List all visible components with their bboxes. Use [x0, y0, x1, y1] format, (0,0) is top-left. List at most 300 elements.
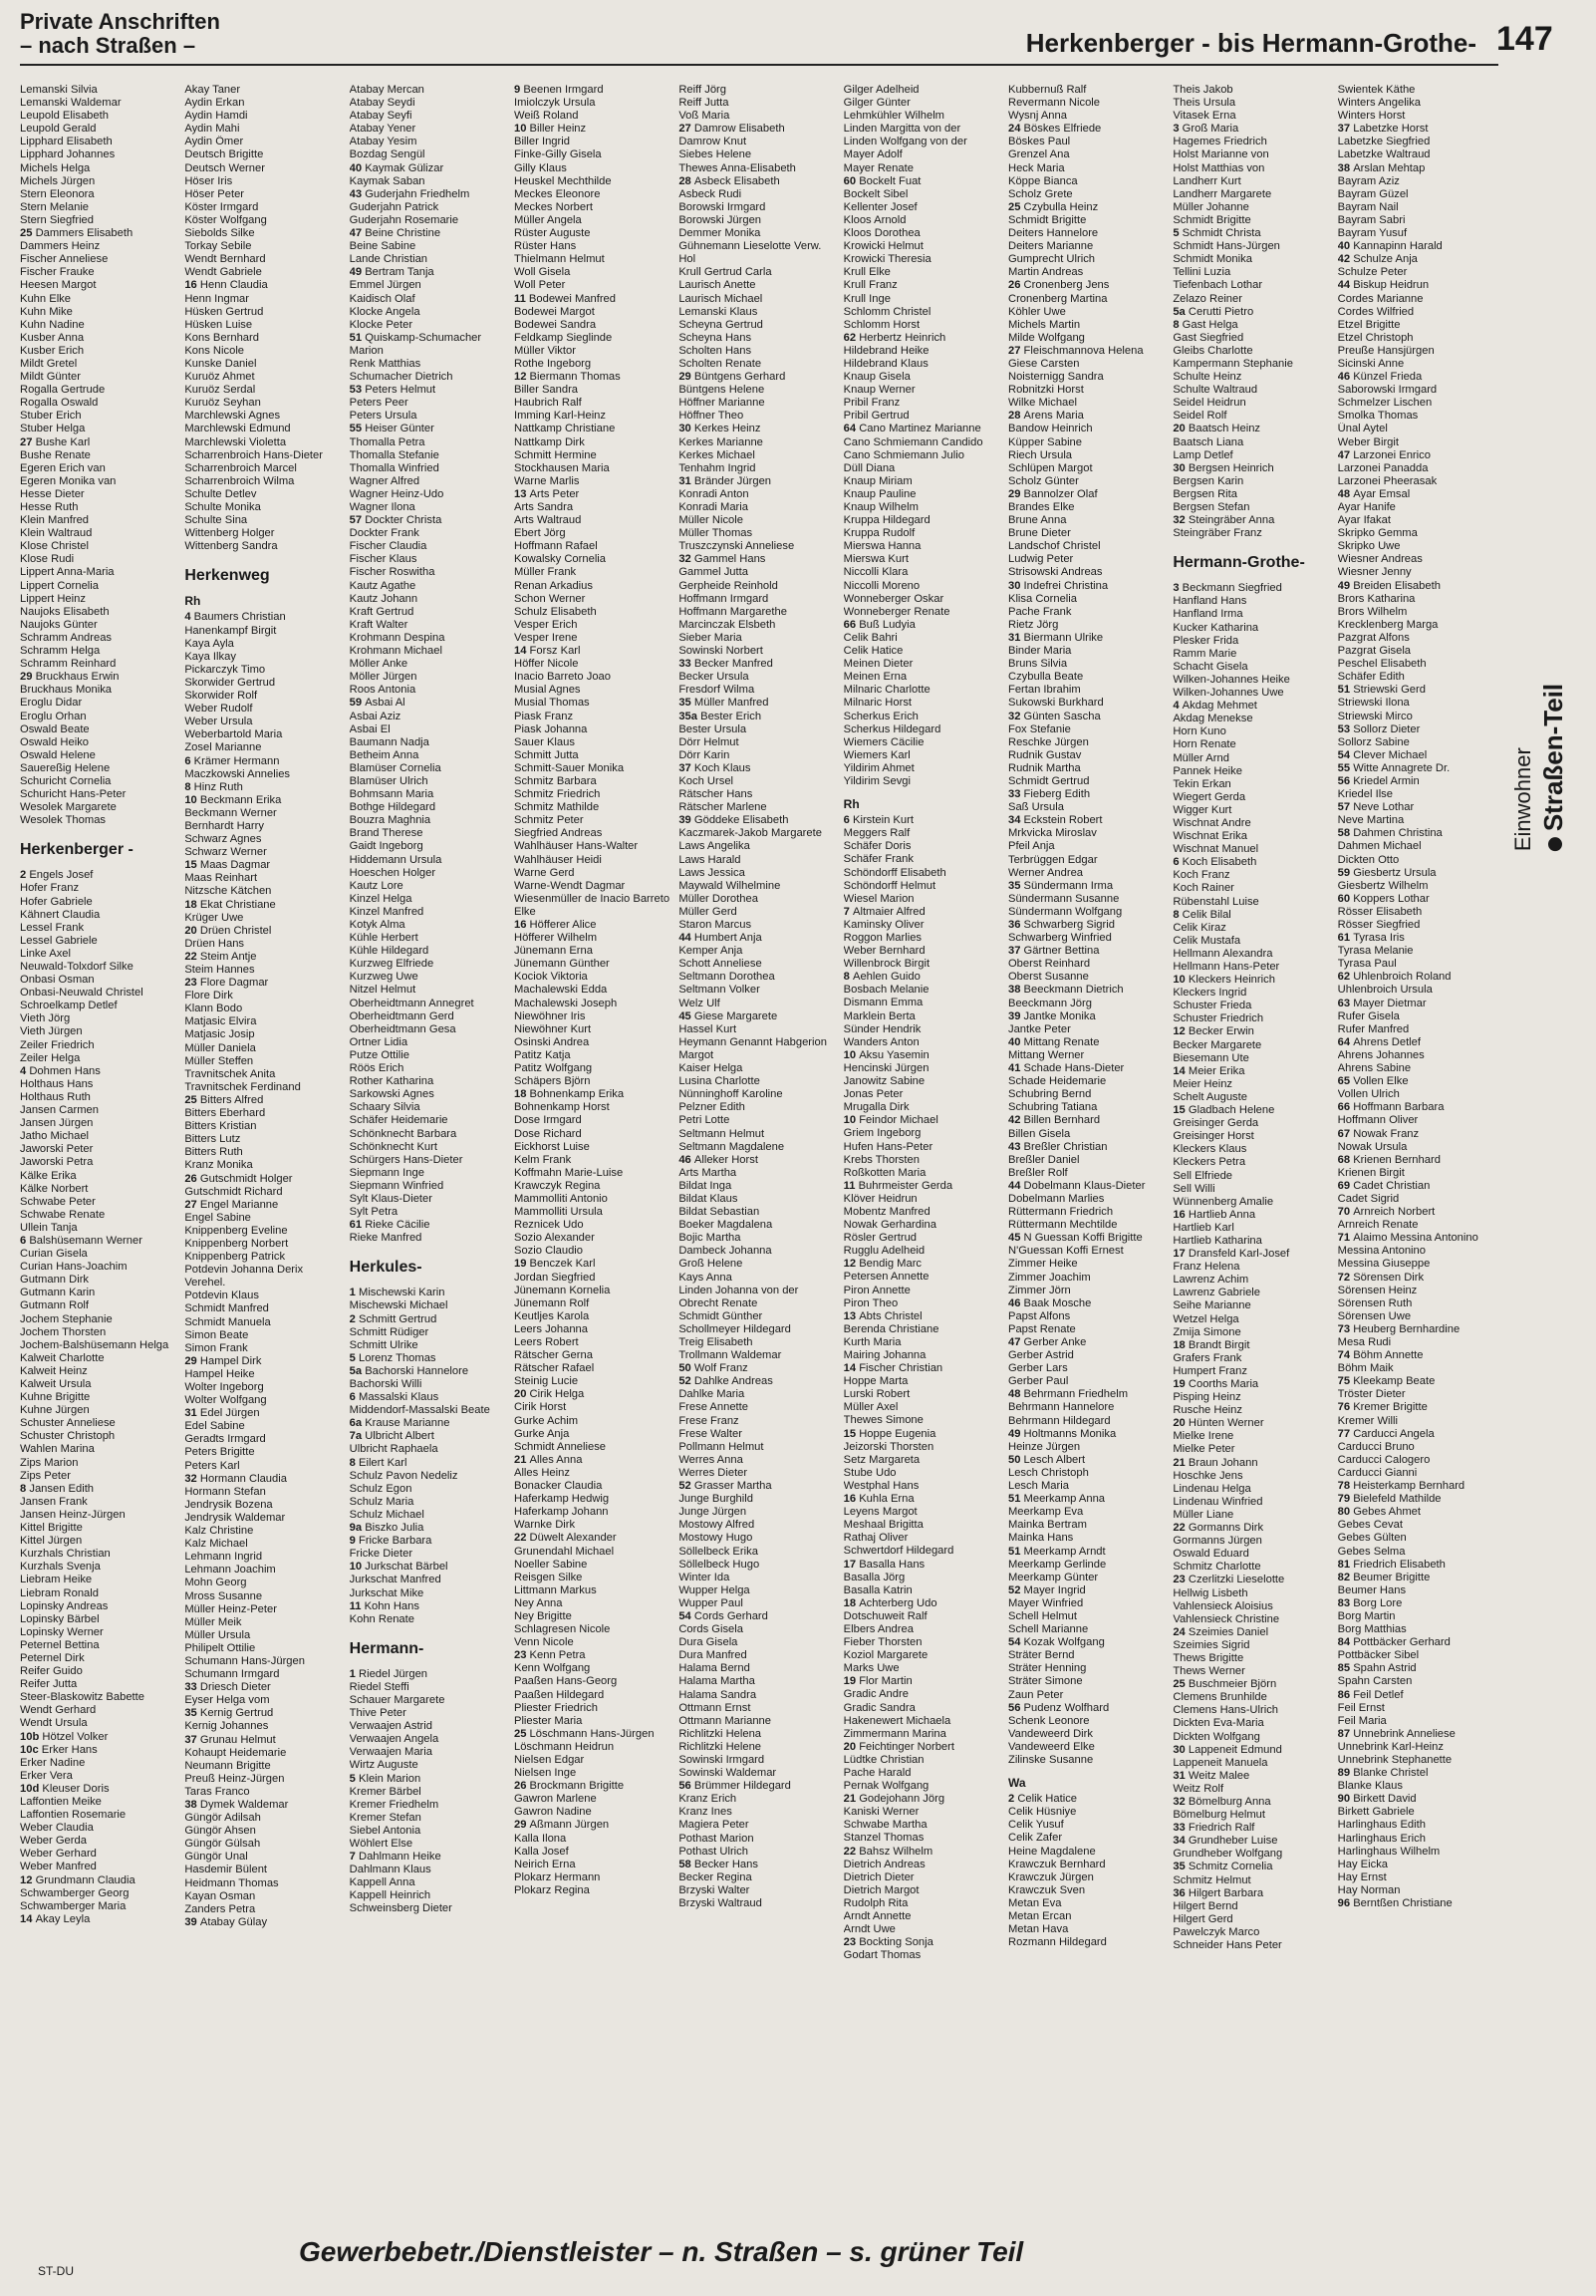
- resident-entry: [1338, 971, 1494, 984]
- resident-name: Wilken-Johannes Uwe: [1173, 687, 1284, 700]
- resident-entry: [844, 1088, 1000, 1101]
- directory-column-2: [184, 84, 341, 2226]
- resident-entry: [1338, 1375, 1494, 1388]
- resident-name: Hüsken Gertrud: [184, 305, 264, 318]
- resident-name: Erker Vera: [20, 1769, 73, 1782]
- resident-name: Lehmann Joachim: [184, 1564, 276, 1577]
- resident-name: Siebel Antonia: [349, 1824, 421, 1837]
- resident-name: Nowak Gerhardina: [843, 1219, 936, 1232]
- resident-name: Welz Ulf: [678, 997, 720, 1009]
- house-number: 20: [1173, 1417, 1189, 1430]
- resident-name: Kayan Osman: [184, 1889, 256, 1902]
- resident-entry: [844, 253, 1000, 266]
- resident-name: Forsz Karl: [529, 645, 581, 658]
- house-number: 32: [678, 553, 694, 566]
- resident-name: Fox Stefanie: [1007, 722, 1071, 735]
- resident-name: Stuber Helga: [20, 423, 86, 435]
- resident-entry: [844, 984, 1000, 997]
- resident-entry: [844, 1545, 1000, 1558]
- house-number: 66: [843, 618, 860, 631]
- resident-name: Woll Peter: [513, 279, 566, 292]
- resident-name: Kleekamp Beate: [1353, 1375, 1436, 1388]
- resident-name: Kittel Brigitte: [20, 1522, 83, 1535]
- resident-name: Herbertz Heinrich: [859, 331, 946, 344]
- house-number: 49: [1007, 1427, 1024, 1440]
- resident-name: Knippenberg Patrick: [184, 1251, 286, 1264]
- resident-entry: [1173, 1470, 1329, 1483]
- resident-name: Gebes Gülten: [1337, 1532, 1407, 1545]
- resident-entry: [1008, 1336, 1165, 1349]
- resident-name: Magiera Peter: [678, 1819, 749, 1832]
- resident-name: Seidel Rolf: [1173, 410, 1227, 423]
- resident-entry: [678, 1141, 835, 1154]
- resident-entry: [678, 1780, 835, 1793]
- resident-name: Gilly Klaus: [513, 161, 567, 174]
- directory-column-4: [514, 84, 670, 2226]
- resident-name: Pelzner Edith: [678, 1101, 745, 1114]
- resident-name: Zimmer Heike: [1007, 1258, 1078, 1271]
- resident-name: Dörr Helmut: [678, 735, 739, 748]
- resident-entry: [844, 1154, 1000, 1167]
- resident-entry: [514, 1662, 670, 1675]
- house-number: 37: [184, 1733, 200, 1746]
- resident-entry: [514, 1310, 670, 1323]
- resident-name: Billen Gisela: [1007, 1127, 1071, 1140]
- resident-name: Thomalla Petra: [349, 435, 425, 448]
- resident-entry: [20, 227, 176, 240]
- resident-name: Krecklenberg Marga: [1337, 618, 1439, 631]
- resident-name: Behrmann Hannelore: [1007, 1401, 1115, 1414]
- resident-name: Bitters Kristian: [184, 1120, 257, 1133]
- resident-name: Frese Franz: [678, 1414, 739, 1427]
- resident-entry: [350, 1876, 506, 1889]
- resident-name: Schmitt Rüdiger: [349, 1325, 429, 1338]
- resident-name: Zelazo Reiner: [1173, 292, 1242, 305]
- resident-name: Scharrenbroich Wilma: [184, 474, 295, 487]
- resident-name: Löschmann Hans-Jürgen: [529, 1727, 655, 1740]
- resident-entry: [678, 645, 835, 658]
- resident-entry: [514, 1272, 670, 1285]
- resident-entry: [844, 136, 1000, 148]
- resident-name: Schroelkamp Detlef: [20, 1000, 118, 1012]
- resident-entry: [1338, 580, 1494, 593]
- resident-entry: [1173, 306, 1329, 319]
- resident-entry: [1008, 1897, 1165, 1910]
- resident-entry: [1008, 345, 1165, 358]
- resident-name: Lessel Frank: [20, 921, 85, 934]
- resident-name: Brune Dieter: [1007, 527, 1071, 540]
- resident-entry: [20, 110, 176, 123]
- resident-name: Röös Erich: [349, 1062, 404, 1075]
- resident-name: Hartlieb Karl: [1173, 1221, 1234, 1234]
- resident-entry: [1173, 240, 1329, 253]
- resident-name: Richlitzki Helena: [678, 1727, 762, 1740]
- resident-name: Lüdtke Christian: [843, 1753, 925, 1766]
- resident-entry: [844, 593, 1000, 606]
- resident-entry: [1338, 1584, 1494, 1597]
- resident-entry: [20, 1522, 176, 1535]
- resident-entry: [184, 1081, 341, 1094]
- house-number: 16: [513, 919, 530, 931]
- resident-entry: [184, 820, 341, 833]
- resident-entry: [184, 436, 341, 449]
- resident-name: Hiddemann Ursula: [349, 853, 442, 866]
- resident-name: Kohaupt Heidemarie: [184, 1746, 287, 1759]
- resident-name: Wendt Gabriele: [184, 266, 262, 279]
- directory-column-8: [1173, 84, 1329, 2226]
- resident-name: Schneider Hans Peter: [1173, 1939, 1282, 1952]
- resident-name: Thielmann Helmut: [513, 253, 605, 266]
- resident-entry: [844, 736, 1000, 749]
- house-number: 3: [1173, 123, 1183, 136]
- house-number: 12: [843, 1258, 860, 1271]
- resident-entry: [514, 1559, 670, 1572]
- house-number: 35: [184, 1707, 200, 1720]
- resident-name: Biller Heinz: [529, 123, 587, 136]
- resident-name: Wahlhäuser Hans-Walter: [513, 840, 639, 853]
- resident-entry: [1338, 253, 1494, 266]
- resident-name: Fricke Barbara: [359, 1535, 432, 1548]
- resident-entry: [350, 410, 506, 423]
- resident-name: Hoffmann Irmgard: [678, 592, 769, 605]
- resident-entry: [1173, 909, 1329, 922]
- resident-entry: [1008, 749, 1165, 762]
- resident-name: Schmitt Ulrike: [349, 1338, 418, 1351]
- resident-name: Kons Nicole: [184, 344, 245, 357]
- resident-name: Wendt Bernhard: [184, 253, 266, 266]
- resident-entry: [514, 175, 670, 188]
- resident-name: Zips Marion: [20, 1456, 79, 1469]
- resident-entry: [20, 384, 176, 397]
- resident-entry: [678, 1336, 835, 1349]
- resident-entry: [514, 1884, 670, 1897]
- resident-entry: [678, 1245, 835, 1258]
- resident-entry: [844, 475, 1000, 488]
- resident-name: Tröster Dieter: [1337, 1388, 1406, 1401]
- resident-entry: [514, 671, 670, 684]
- house-number: 46: [1337, 371, 1354, 384]
- resident-entry: [350, 1075, 506, 1088]
- resident-name: Vesper Irene: [513, 631, 578, 644]
- resident-name: Fischer Frauke: [20, 266, 95, 279]
- resident-name: Cano Schmiemann Candido: [843, 435, 983, 448]
- resident-name: Gawron Nadine: [513, 1806, 592, 1819]
- resident-entry: [844, 1414, 1000, 1427]
- resident-name: Rätscher Hans: [678, 788, 753, 801]
- resident-entry: [678, 1467, 835, 1480]
- house-number: 64: [1337, 1035, 1354, 1048]
- resident-name: Krebs Thorsten: [843, 1153, 920, 1166]
- resident-entry: [1008, 514, 1165, 527]
- house-number: 80: [1337, 1506, 1354, 1519]
- resident-entry: [678, 566, 835, 579]
- resident-name: Bushe Renate: [20, 448, 91, 461]
- resident-name: Blanke Christel: [1353, 1767, 1429, 1780]
- resident-entry: [514, 814, 670, 827]
- resident-name: Mrkvicka Miroslav: [1007, 827, 1097, 840]
- resident-entry: [184, 371, 341, 384]
- resident-name: Machalewski Joseph: [513, 997, 618, 1009]
- resident-entry: [514, 1741, 670, 1754]
- resident-name: Dammers Elisabeth: [35, 227, 133, 240]
- resident-entry: [678, 1088, 835, 1101]
- resident-name: Gurke Achim: [513, 1414, 579, 1427]
- resident-name: Klöver Heidrun: [843, 1192, 918, 1205]
- resident-entry: [184, 1916, 341, 1929]
- resident-entry: [1173, 700, 1329, 713]
- resident-name: Theis Ursula: [1173, 97, 1236, 110]
- resident-name: Rieke Cäcilie: [365, 1219, 430, 1232]
- resident-name: Rogalla Gertrude: [20, 384, 106, 397]
- resident-entry: [350, 462, 506, 475]
- resident-name: Quiskamp-Schumacher Marion: [349, 331, 482, 357]
- resident-name: Etzel Brigitte: [1337, 318, 1401, 331]
- resident-entry: [678, 188, 835, 201]
- resident-entry: [678, 619, 835, 632]
- resident-name: Ebert Jörg: [513, 527, 566, 540]
- resident-entry: [678, 1806, 835, 1819]
- resident-entry: [350, 214, 506, 227]
- resident-name: Geradts Irmgard: [184, 1433, 266, 1446]
- resident-entry: [514, 123, 670, 136]
- resident-name: Hassel Kurt: [678, 1022, 737, 1035]
- resident-name: Vahlensieck Christine: [1173, 1612, 1280, 1625]
- resident-name: Engel Sabine: [184, 1211, 251, 1224]
- house-number: 13: [843, 1309, 860, 1322]
- resident-name: Schöndorff Helmut: [843, 879, 936, 892]
- resident-name: Kuruöz Seyhan: [184, 397, 261, 410]
- resident-name: Weiß Roland: [513, 110, 579, 123]
- resident-entry: [1173, 661, 1329, 674]
- resident-name: Gilger Adelheid: [843, 84, 920, 96]
- resident-entry: [184, 1368, 341, 1381]
- resident-entry: [1008, 1675, 1165, 1688]
- resident-entry: [678, 932, 835, 945]
- resident-entry: [1338, 462, 1494, 475]
- resident-name: Mildt Günter: [20, 371, 81, 384]
- house-number: 51: [1007, 1545, 1024, 1558]
- resident-name: Hufen Hans-Peter: [843, 1140, 933, 1153]
- resident-name: Bitters Alfred: [199, 1093, 264, 1106]
- resident-entry: [514, 958, 670, 971]
- resident-entry: [844, 853, 1000, 866]
- resident-entry: [678, 449, 835, 462]
- house-number: 4: [184, 611, 194, 624]
- house-number: 44: [1007, 1179, 1024, 1192]
- resident-name: Tyrasa Melanie: [1337, 945, 1414, 958]
- resident-entry: [20, 97, 176, 110]
- resident-name: Mayer Adolf: [843, 148, 903, 161]
- resident-name: Klocke Angela: [349, 305, 420, 318]
- resident-entry: [1008, 1428, 1165, 1441]
- resident-entry: [350, 1600, 506, 1613]
- resident-name: Knaup Pauline: [843, 487, 917, 500]
- resident-name: Pudenz Wolfhard: [1023, 1701, 1110, 1714]
- resident-name: Verwaajen Angela: [349, 1733, 439, 1746]
- house-number: 38: [184, 1799, 200, 1811]
- resident-name: Grunendahl Michael: [513, 1545, 615, 1558]
- resident-name: Kuhne Jürgen: [20, 1404, 90, 1417]
- resident-name: Wolter Wolfgang: [184, 1394, 267, 1407]
- resident-entry: [20, 1783, 176, 1796]
- resident-entry: [844, 1362, 1000, 1375]
- resident-entry: [678, 1036, 835, 1062]
- resident-entry: [844, 514, 1000, 527]
- resident-name: Edel Sabine: [184, 1420, 245, 1433]
- resident-entry: [350, 527, 506, 540]
- resident-name: Schollmeyer Hildegard: [678, 1322, 791, 1335]
- resident-entry: [678, 1767, 835, 1780]
- resident-name: Hanfland Irma: [1173, 608, 1243, 621]
- resident-name: Müller Steffen: [184, 1054, 254, 1067]
- resident-entry: [1338, 423, 1494, 435]
- resident-entry: [678, 749, 835, 762]
- resident-name: Brzyski Waltraud: [678, 1897, 762, 1910]
- resident-entry: [1338, 266, 1494, 279]
- resident-entry: [1173, 922, 1329, 935]
- resident-entry: [20, 762, 176, 775]
- resident-entry: [1338, 906, 1494, 919]
- resident-entry: [678, 1193, 835, 1206]
- resident-entry: [1338, 1780, 1494, 1793]
- resident-name: Maas Dagmar: [199, 859, 271, 872]
- resident-name: Kalz Michael: [184, 1538, 248, 1551]
- house-number: 38: [1007, 984, 1024, 997]
- house-number: 23: [1173, 1574, 1189, 1586]
- resident-entry: [350, 854, 506, 867]
- resident-entry: [678, 266, 835, 279]
- resident-entry: [1173, 214, 1329, 227]
- resident-name: Kleckers Ingrid: [1173, 987, 1247, 1000]
- resident-name: Schwertdorf Hildegard: [843, 1545, 954, 1558]
- resident-name: Klein Waltraud: [20, 527, 93, 540]
- resident-name: Hoffmann Barbara: [1353, 1101, 1445, 1114]
- resident-name: Schulte Sina: [184, 514, 248, 527]
- resident-entry: [184, 794, 341, 807]
- resident-entry: [184, 279, 341, 292]
- resident-name: Cordes Marianne: [1337, 292, 1424, 305]
- resident-name: Sell Elfriede: [1173, 1169, 1233, 1182]
- resident-entry: [184, 677, 341, 690]
- resident-name: Striewski Mirco: [1337, 710, 1413, 722]
- resident-name: Dahmen Christina: [1353, 827, 1443, 840]
- resident-entry: [1008, 684, 1165, 697]
- resident-entry: [1008, 410, 1165, 423]
- resident-entry: [1008, 1910, 1165, 1923]
- resident-name: Sarkowski Agnes: [349, 1088, 434, 1101]
- resident-entry: [1173, 804, 1329, 817]
- resident-entry: [1338, 1559, 1494, 1572]
- resident-name: Güngör Adilsah: [184, 1812, 261, 1825]
- resident-entry: [20, 410, 176, 423]
- house-number: 56: [678, 1780, 694, 1793]
- resident-entry: [844, 1819, 1000, 1832]
- resident-name: Zilinske Susanne: [1007, 1754, 1094, 1766]
- resident-name: Horn Kuno: [1173, 725, 1226, 738]
- resident-entry: [184, 475, 341, 488]
- resident-name: Dose Richard: [513, 1127, 582, 1140]
- resident-entry: [678, 358, 835, 371]
- resident-name: Schwamberger Maria: [20, 1899, 127, 1912]
- resident-name: Schmitt-Sauer Monika: [513, 761, 625, 774]
- resident-entry: [20, 1717, 176, 1730]
- resident-entry: [1008, 606, 1165, 619]
- resident-entry: [184, 1199, 341, 1212]
- house-number: 35a: [678, 710, 701, 722]
- resident-name: Hellwig Lisbeth: [1173, 1586, 1248, 1599]
- resident-entry: [20, 1822, 176, 1835]
- resident-entry: [1173, 319, 1329, 332]
- resident-name: Marklein Berta: [843, 1009, 916, 1022]
- resident-name: Striewski Ilona: [1337, 697, 1410, 710]
- resident-name: Schuster Frieda: [1173, 1000, 1252, 1012]
- resident-name: Giesbertz Ursula: [1353, 866, 1437, 879]
- resident-entry: [514, 371, 670, 384]
- resident-name: Wilke Michael: [1007, 397, 1077, 410]
- resident-name: Sowinski Waldemar: [678, 1767, 777, 1780]
- resident-entry: [514, 632, 670, 645]
- resident-name: Maczkowski Annelies: [184, 767, 291, 780]
- resident-entry: [678, 1689, 835, 1702]
- resident-entry: [1008, 1584, 1165, 1597]
- resident-entry: [184, 741, 341, 754]
- resident-name: Scharrenbroich Marcel: [184, 461, 297, 474]
- resident-name: Schuster Christoph: [20, 1430, 116, 1443]
- resident-entry: [184, 1512, 341, 1525]
- house-number: 29: [513, 1819, 530, 1832]
- resident-entry: [350, 175, 506, 188]
- resident-entry: [1338, 932, 1494, 945]
- resident-name: Scholz Grete: [1007, 187, 1073, 200]
- resident-name: Müller Dorothea: [678, 892, 758, 905]
- resident-entry: [1338, 984, 1494, 997]
- house-number: 43: [1007, 1140, 1024, 1153]
- resident-name: Friedrich Ralf: [1188, 1822, 1255, 1835]
- resident-name: Grundheber Luise: [1188, 1835, 1278, 1848]
- resident-name: Kaminsky Oliver: [843, 918, 925, 931]
- resident-name: Bockelt Fuat: [859, 174, 922, 187]
- resident-name: Scheyna Hans: [678, 331, 752, 344]
- house-number: 59: [1337, 866, 1354, 879]
- resident-entry: [350, 1326, 506, 1339]
- resident-name: Steingräber Anna: [1188, 514, 1275, 527]
- resident-entry: [350, 1457, 506, 1470]
- resident-name: Kaya Ayla: [184, 637, 234, 650]
- resident-name: Werner Andrea: [1007, 866, 1084, 879]
- resident-entry: [1173, 843, 1329, 856]
- resident-entry: [678, 1493, 835, 1506]
- resident-name: Godart Thomas: [843, 1949, 922, 1962]
- resident-name: Setz Margareta: [843, 1453, 921, 1466]
- resident-name: Kerkes Michael: [678, 448, 755, 461]
- resident-entry: [184, 1015, 341, 1028]
- resident-name: Wesolek Margarete: [20, 801, 117, 814]
- house-number: 84: [1337, 1636, 1354, 1649]
- resident-name: Schulte Detlev: [184, 487, 257, 500]
- resident-name: Jendrysik Waldemar: [184, 1511, 286, 1524]
- resident-name: Jantke Peter: [1007, 1022, 1071, 1035]
- resident-name: Meier Erika: [1188, 1064, 1245, 1077]
- resident-entry: [1338, 854, 1494, 867]
- resident-name: Blanke Klaus: [1337, 1780, 1403, 1793]
- house-number: 18: [843, 1596, 860, 1609]
- house-number: 8: [1173, 908, 1183, 921]
- resident-name: Emmel Jürgen: [349, 279, 421, 292]
- resident-name: Liebram Ronald: [20, 1586, 99, 1599]
- resident-name: Bothge Hildegard: [349, 801, 436, 814]
- resident-name: Reiff Jutta: [678, 97, 729, 110]
- resident-name: Dohmen Hans: [29, 1064, 101, 1077]
